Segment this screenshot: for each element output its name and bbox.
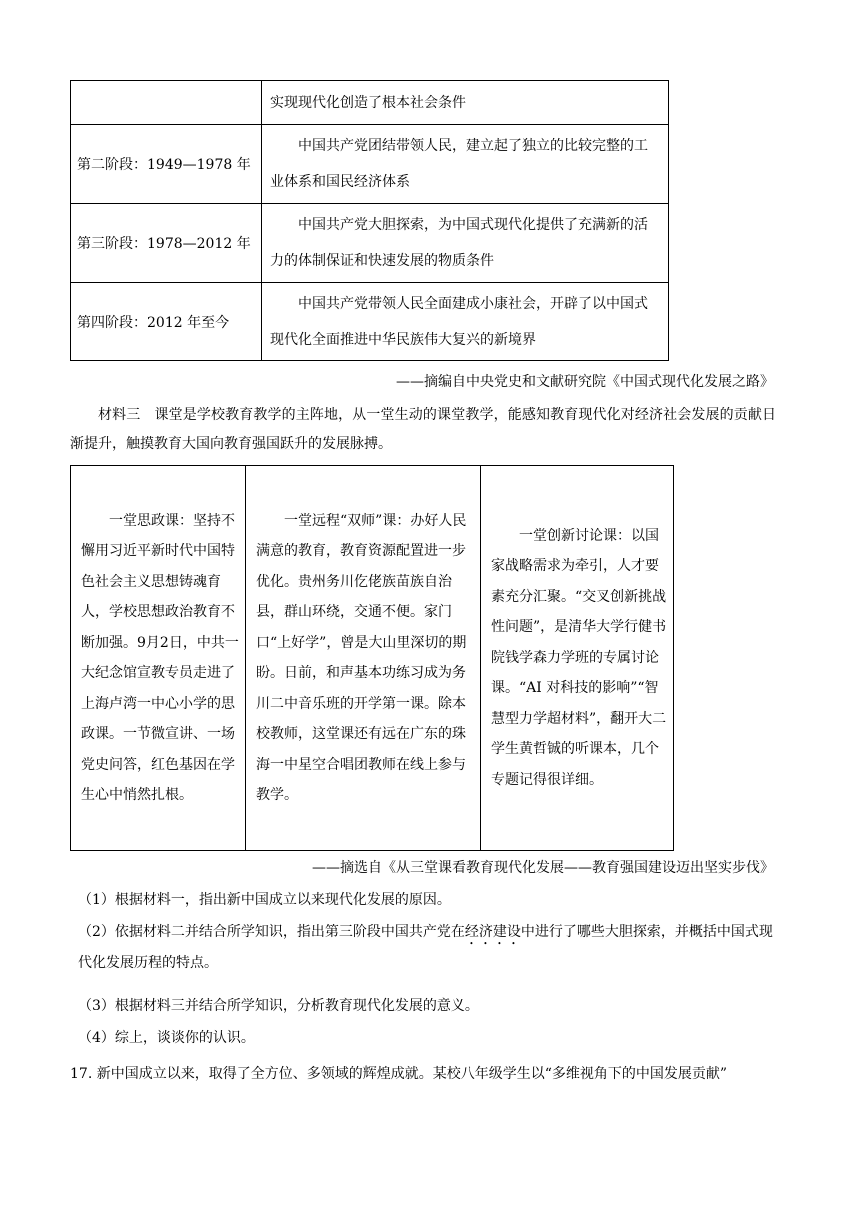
stage-label [71,81,262,125]
stage-row [71,204,669,283]
lesson-innovation [481,466,674,851]
lesson-remote [246,466,481,851]
source-citation: ——摘编自中央党史和文献研究院《中国式现代化发展之路》 [396,374,774,390]
question-1: （1）根据材料一，指出新中国成立以来现代化发展的原因。 [78,892,451,908]
material-three: 材料三 课堂是学校教育教学的主阵地，从一堂生动的课堂教学，能感知教育现代化对经济社会发展的贡献日渐提升，触摸教育大国向教育强国跃升的发展脉搏。 [70,407,776,452]
lessons-table [70,465,674,851]
stage-content-text: 中国共产党带领人民全面建成小康社会，开辟了以中国式现代化全面推进中华民族伟大复兴的新境界 [270,295,648,348]
emphasis-text: 经济建设 [464,924,521,940]
source-citation: ——摘选自《从三堂课看教育现代化发展——教育强国建设迈出坚实步伐》 [312,860,774,876]
stage-content [262,204,669,283]
stage-content [262,125,669,204]
lessons-row [71,466,674,851]
stage-content [262,283,669,361]
lesson-text: 一堂创新讨论课：以国家战略需求为牵引，人才要素充分汇聚。“交叉创新挑战性问题”，是清华大学行健书院钱学森力学班的专属讨论课。“AI 对科技的影响”“智慧型力学超材料”，翻开大二学生黄哲铖的听课本，几个专题记得很详细。 [491,527,667,788]
stage-row [71,81,669,125]
question-4: （4）综上，谈谈你的认识。 [78,1030,255,1046]
stage-content [262,81,669,125]
question-17: 17. 新中国成立以来，取得了全方位、多领域的辉煌成就。某校八年级学生以“多维视角下的中国发展贡献” [70,1066,728,1082]
lesson-ideology [71,466,246,851]
stage-label: 第三阶段：1978—2012 年 [71,204,262,283]
question-2-part: （2）依据材料二并结合所学知识，指出第三阶段中国共产党在 [78,924,465,940]
stage-content-text: 实现现代化创造了根本社会条件 [270,94,466,111]
question-2-part: 中进行了哪些大胆探索，并概括中国式现代化发展历程的特点。 [78,924,773,971]
question-2 [78,917,778,978]
stage-table [70,80,669,361]
stage-content-text: 中国共产党团结带领人民，建立起了独立的比较完整的工业体系和国民经济体系 [270,138,648,190]
stage-row [71,283,669,361]
stage-row [71,125,669,204]
question-3: （3）根据材料三并结合所学知识，分析教育现代化发展的意义。 [78,998,479,1014]
lesson-text: 一堂远程“双师”课：办好人民满意的教育，教育资源配置进一步优化。贵州务川仡佬族苗族自治县，群山环绕，交通不便。家门口“上好学”，曾是大山里深切的期盼。日前，和声基本功练习成为务川二中音乐班的开学第一课。除本校教师，这堂课还有远在广东的珠海一中星空合唱团教师在线上参与教学。 [256,512,467,803]
lesson-text: 一堂思政课：坚持不懈用习近平新时代中国特色社会主义思想铸魂育人，学校思想政治教育不断加强。9月2日，中共一大纪念馆宣教专员走进了上海卢湾一中心小学的思政课。一节微宣讲、一场党史问答，红色基因在学生心中悄然扎根。 [81,512,239,803]
stage-label: 第二阶段：1949—1978 年 [71,125,262,204]
stage-label: 第四阶段：2012 年至今 [71,283,262,361]
stage-content-text: 中国共产党大胆探索，为中国式现代化提供了充满新的活力的体制保证和快速发展的物质条件 [270,217,648,269]
